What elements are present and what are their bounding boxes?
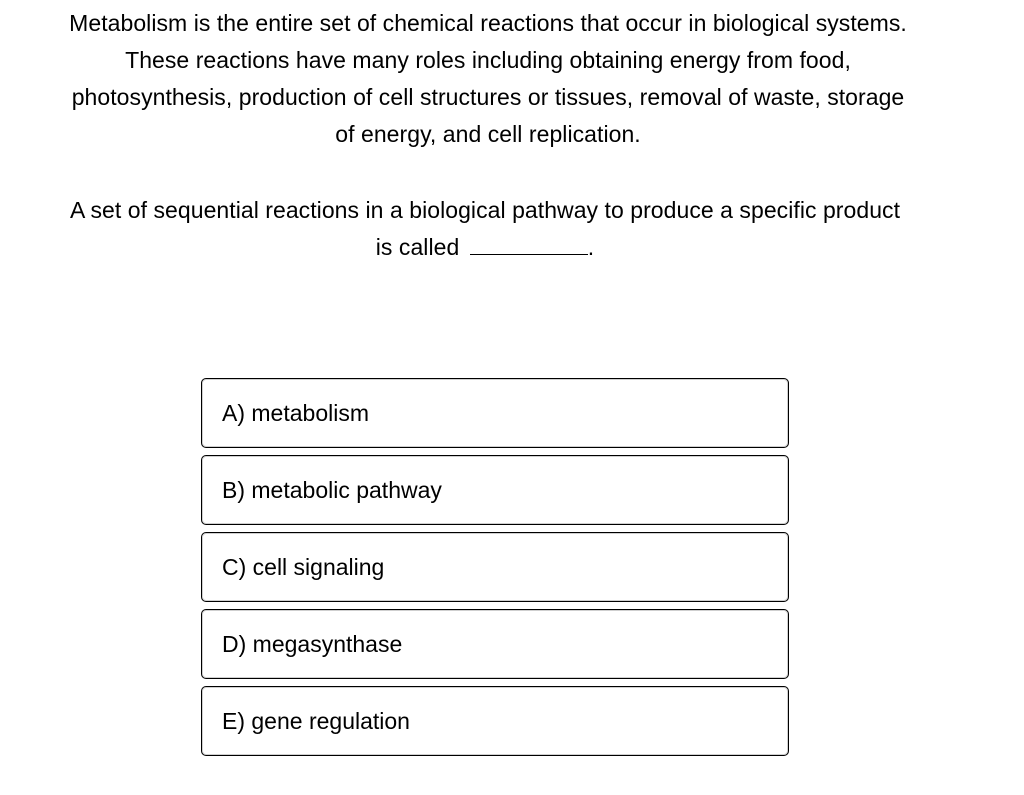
choice-a-button[interactable] bbox=[201, 378, 789, 448]
choice-label: A) metabolism bbox=[222, 399, 369, 426]
choice-label: C) cell signaling bbox=[222, 553, 385, 580]
passage-line: photosynthesis, production of cell structures or tissues, removal of waste, storage bbox=[71, 84, 905, 110]
passage-text bbox=[0, 5, 976, 153]
choice-d-button[interactable] bbox=[201, 609, 789, 679]
question-prefix: is called bbox=[375, 234, 460, 260]
question-text bbox=[0, 192, 970, 266]
question-line bbox=[0, 229, 970, 266]
choice-label: E) gene regulation bbox=[222, 707, 410, 734]
choice-label: B) metabolic pathway bbox=[222, 476, 442, 503]
passage-line: These reactions have many roles including obtaining energy from food, bbox=[125, 47, 851, 73]
answer-choices bbox=[201, 378, 789, 763]
passage-line: Metabolism is the entire set of chemical reactions that occur in biological systems. bbox=[69, 10, 907, 36]
choice-b-button[interactable] bbox=[201, 455, 789, 525]
question-line: A set of sequential reactions in a biological pathway to produce a specific product bbox=[69, 197, 901, 223]
choice-label: D) megasynthase bbox=[222, 630, 403, 657]
answer-blank bbox=[470, 230, 588, 255]
choice-c-button[interactable] bbox=[201, 532, 789, 602]
choice-e-button[interactable] bbox=[201, 686, 789, 756]
question-suffix: . bbox=[587, 234, 595, 260]
passage-line: of energy, and cell replication. bbox=[335, 121, 641, 147]
